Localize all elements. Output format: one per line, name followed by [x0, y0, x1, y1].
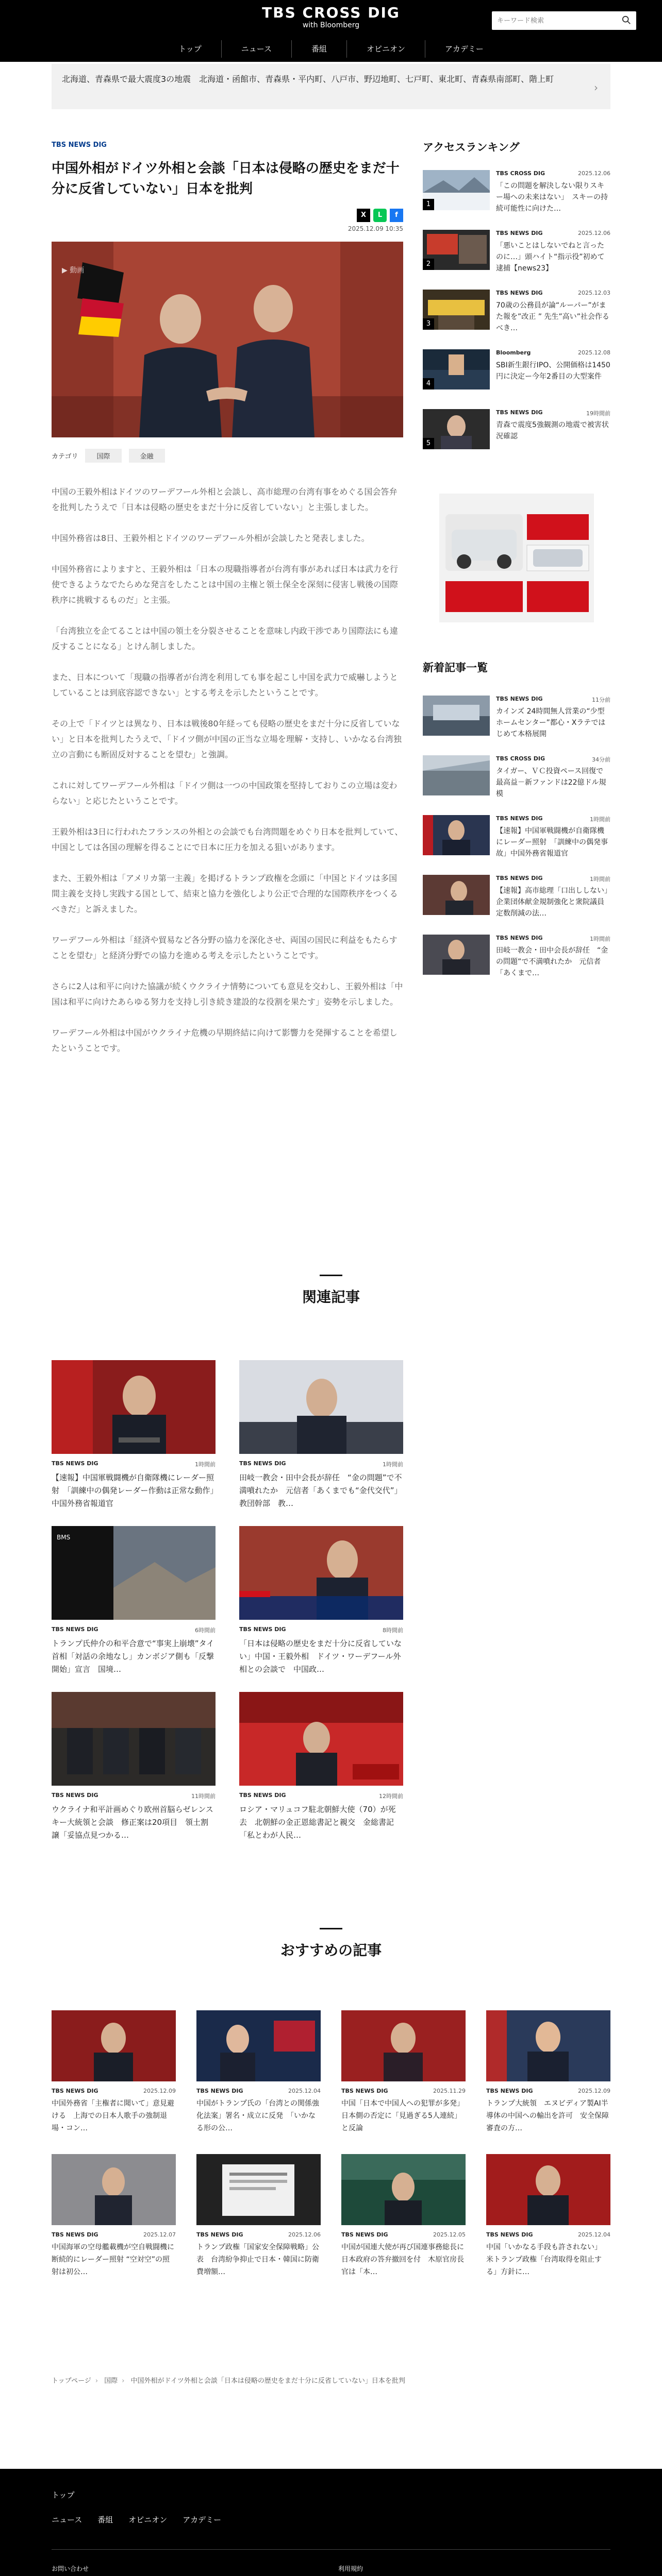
article-paragraph: これに対してワーデフール外相は「ドイツ側は一つの中国政策を堅持しておりこの立場は変わらない」と応じたということです。: [52, 781, 398, 806]
new-article-title: タイガー、ＶＣ投資ペース回復で最高益－新ファンドは22億ドル規模: [496, 767, 606, 798]
footer-nav: [52, 2514, 221, 2525]
related-article-source: TBS NEWS DIG: [239, 1626, 286, 1633]
new-article-date: 1時間前: [590, 876, 610, 883]
recommend-image: [52, 2010, 176, 2081]
recommend-image: [486, 2154, 610, 2225]
ranking-date: 19時間前: [586, 410, 610, 417]
footer-divider: [52, 2549, 610, 2550]
recommend-title: 中国外務省「主権者に聞いて」意見避ける 上海での日本人歌手の強制退場・コン…: [52, 2099, 174, 2132]
footer-link-contact[interactable]: お問い合わせ: [52, 2565, 89, 2572]
advertisement-banner[interactable]: [439, 494, 594, 622]
related-article-image: [239, 1692, 403, 1786]
nav-opinion[interactable]: オピニオン: [346, 40, 425, 58]
recommend-card[interactable]: [341, 2154, 466, 2278]
recommend-source: TBS NEWS DIG: [52, 2231, 98, 2238]
recommend-card[interactable]: [196, 2010, 321, 2134]
recommend-title: トランプ大統領 エヌビディア製AI半導体の中国への輸出を許可 安全保障審査の方…: [486, 2099, 609, 2132]
recommend-image: [486, 2010, 610, 2081]
recommend-title: 中国「いかなる手段も許されない」 米トランプ政権「台湾取得を阻止する」方針に…: [486, 2243, 605, 2276]
related-article-image: [52, 1360, 216, 1454]
new-article-date: 11分前: [592, 697, 610, 703]
new-article-source: TBS CROSS DIG: [496, 755, 545, 762]
related-article-image: [52, 1526, 216, 1620]
article-paragraph: 「台湾独立を企てることは中国の領土を分裂させることを意味し内政干渉であり国際法にも違反することになる」とけん制しました。: [52, 626, 399, 651]
recommend-card[interactable]: [341, 2010, 466, 2134]
ranking-title: 「悪いことはしないでねと言ったのに…」頭ハイト“指示役”初めて逮捕【news23】: [496, 242, 605, 273]
article-title: 中国外相がドイツ外相と会談「日本は侵略の歴史をまだ十分に反省していない」日本を批判: [52, 161, 400, 197]
article: [52, 139, 403, 1072]
new-article-thumbnail: [423, 875, 490, 915]
related-article-image: [239, 1360, 403, 1454]
breaking-news-banner[interactable]: [52, 64, 610, 109]
related-heading-rule: [320, 1275, 342, 1276]
recommend-heading-rule: [320, 1928, 342, 1929]
tag-international[interactable]: 国際: [85, 449, 121, 463]
related-article-date: 12時間前: [379, 1793, 403, 1800]
svg-text:▶ 動画: ▶ 動画: [62, 266, 85, 275]
recommend-grid: [52, 2010, 610, 2278]
recommend-title: 中国がトランプ氏の「台湾との関係強化法案」署名・成立に反発 「いかなる形の公…: [196, 2099, 319, 2132]
ranking-source: TBS CROSS DIG: [496, 170, 545, 177]
nav-academy[interactable]: アカデミー: [425, 40, 503, 58]
article-paragraph: 王毅外相は3日に行われたフランスの外相との会談でも台湾問題をめぐり日本を批判していて、中国としては各国の理解を得ることにで日本に圧力を加える狙いがあります。: [52, 827, 403, 852]
related-article-date: 11時間前: [191, 1793, 216, 1800]
category-label: カテゴリ: [52, 453, 78, 461]
ranking-heading: アクセスランキング: [423, 141, 520, 154]
recommend-image: [341, 2154, 466, 2225]
logo-main: TBS CROSS DIG: [262, 4, 400, 21]
ranking-thumbnail: [423, 409, 490, 449]
new-article-item[interactable]: [423, 935, 610, 994]
site-footer: [0, 2469, 662, 2576]
ranking-title: 「この問題を解決しない限りスキー場への未来はない」 スキーの持続可能性に向けた…: [496, 182, 608, 213]
recommend-source: TBS NEWS DIG: [196, 2231, 243, 2238]
share-buttons: [52, 209, 403, 222]
ranking-thumbnail: [423, 230, 490, 270]
ranking-source: Bloomberg: [496, 349, 531, 356]
ranking-item[interactable]: [423, 290, 610, 349]
ranking-date: 2025.12.06: [578, 230, 610, 236]
ranking-thumbnail: [423, 290, 490, 330]
recommend-date: 2025.12.09: [143, 2088, 176, 2094]
article-paragraph: 中国外務省は8日、王毅外相とドイツのワーデフール外相が会談したと発表しました。: [52, 533, 370, 543]
logo-sub: with Bloomberg: [302, 21, 360, 29]
recommend-card[interactable]: [196, 2154, 321, 2278]
recommend-card[interactable]: [486, 2154, 610, 2278]
ranking-number: 2: [423, 259, 434, 270]
related-heading: 関連記事: [302, 1289, 360, 1306]
breadcrumb-current: 中国外相がドイツ外相と会談「日本は侵略の歴史をまだ十分に反省していない」日本を批判: [130, 2377, 405, 2385]
new-articles-list: [423, 696, 615, 994]
related-article-card[interactable]: [239, 1360, 403, 1511]
article-paragraph: また、王毅外相は「アメリカ第一主義」を掲げるトランプ政権を念頭に「中国とドイツは多国間主義を支持し実践する国として、結束と協力を強化しより公正で合理的な国際秩序をつくるべきだ」と訴えました。: [52, 873, 398, 914]
new-articles-heading: 新着記事一覧: [423, 662, 488, 674]
recommend-source: TBS NEWS DIG: [52, 2088, 98, 2094]
related-article-card[interactable]: [239, 1692, 403, 1842]
related-article-source: TBS NEWS DIG: [52, 1460, 98, 1467]
related-article-title: ウクライナ和平計画めぐり欧州首脳らゼレンスキー大統領と会談 修正案は20項目 領土割譲「妥協点見つかる…: [52, 1805, 213, 1840]
related-article-title: 田岐一教会・田中会長が辞任 “金の問題”で不満噴れたか 元信者「あくまでも“金代交代”」教団幹部 教…: [239, 1473, 402, 1508]
ranking-number: 4: [423, 378, 434, 389]
recommend-date: 2025.12.04: [578, 2231, 610, 2238]
ranking-list: [423, 170, 610, 469]
x-share-icon[interactable]: X: [357, 209, 370, 222]
recommend-heading: おすすめの記事: [280, 1942, 382, 1959]
article-source: TBS NEWS DIG: [52, 141, 107, 149]
recommend-card[interactable]: [486, 2010, 610, 2134]
related-article-source: TBS NEWS DIG: [239, 1460, 286, 1467]
new-article-title: 田岐一教会・田中会長が辞任 “金の問題”で不満噴れたか 元信者「あくまで…: [496, 946, 608, 977]
recommend-date: 2025.12.07: [143, 2231, 176, 2238]
recommend-date: 2025.12.06: [288, 2231, 321, 2238]
ranking-item[interactable]: [423, 170, 610, 230]
ranking-source: TBS NEWS DIG: [496, 230, 543, 236]
related-article-title: 【速報】中国軍戦闘機が自衛隊機にレーダー照射 「訓練中の偶発レーダー作動は正常な動作」中国外務省報道官: [52, 1473, 214, 1508]
related-article-source: TBS NEWS DIG: [52, 1626, 98, 1633]
nav-programs[interactable]: 番組: [291, 40, 346, 58]
related-article-title: 「日本は侵略の歴史をまだ十分に反省していない」中国・王毅外相 ドイツ・ワーデフール外相との会談で 中国政…: [239, 1639, 402, 1674]
breadcrumb-international[interactable]: 国際: [104, 2377, 118, 2385]
new-article-title: 【速報】高市総理「口出ししない」 企業団体献金規制強化と衆院議員定数削減の法…: [496, 887, 615, 918]
new-article-item[interactable]: [423, 696, 610, 755]
nav-top[interactable]: トップ: [178, 44, 202, 54]
facebook-share-icon[interactable]: f: [390, 209, 403, 222]
line-share-icon[interactable]: L: [373, 209, 387, 222]
breadcrumb-top[interactable]: トップページ: [52, 2377, 91, 2385]
related-article-date: 1時間前: [383, 1461, 403, 1468]
footer-links-right: [338, 2561, 388, 2576]
ranking-number: 3: [423, 318, 434, 330]
related-article-title: ロシア・マリュコフ駐北朝鮮大使（70）が死去 北朝鮮の金正恩総書記と親交 金総書記「私とわが人民…: [239, 1805, 396, 1840]
new-article-thumbnail: [423, 815, 490, 855]
recommend-date: 2025.11.29: [433, 2088, 466, 2094]
recommend-date: 2025.12.04: [288, 2088, 321, 2094]
ranking-title: 70歳の公務員が論“ルーパー”がまた報を”改正 ” 先生”高い”社会作るべき…: [496, 301, 609, 332]
new-article-title: 【速報】中国軍戦闘機が自衛隊機にレーダー照射 「訓練中の偶発事故」中国外務省報道官: [496, 827, 608, 858]
related-article-card[interactable]: [239, 1526, 403, 1676]
ranking-item[interactable]: [423, 230, 610, 290]
footer-link-terms[interactable]: 利用規約: [338, 2565, 363, 2572]
related-article-title: トランプ氏仲介の和平合意で“事実上崩壊”タイ首相「対話の余地なし」カンボジア側も「反撃開始」宣言 国境…: [52, 1639, 214, 1674]
related-article-source: TBS NEWS DIG: [52, 1792, 98, 1799]
ranking-source: TBS NEWS DIG: [496, 290, 543, 296]
ranking-item[interactable]: [423, 349, 610, 409]
new-article-date: 1時間前: [590, 816, 610, 823]
ranking-number: 5: [423, 438, 434, 449]
new-article-title: カインズ 24時間無人営業の“少型ホームセンター”都心・Xラテではじめて本格展開: [496, 707, 606, 738]
recommend-image: [196, 2010, 321, 2081]
search-input[interactable]: [492, 11, 610, 30]
breaking-news-text: 北海道、青森県で最大震度3の地震 北海道・函館市、青森県・平内町、八戸市、野辺地町、七戸町、東北町、青森県南部町、階上町: [62, 74, 554, 84]
new-article-date: 1時間前: [590, 936, 610, 942]
footer-nav-programs[interactable]: 番組: [97, 2515, 113, 2524]
tag-finance[interactable]: 金融: [129, 449, 165, 463]
recommend-card[interactable]: [52, 2154, 176, 2278]
new-article-source: TBS NEWS DIG: [496, 815, 543, 822]
article-body: [52, 484, 403, 1056]
related-article-image: [239, 1526, 403, 1620]
article-paragraph: その上で「ドイツとは異なり、日本は戦後80年経っても侵略の歴史をまだ十分に反省していない」と日本を批判したうえで、「ドイツ側が中国の正当な立場を理解・支持し、いかなる台湾独立の言動にも断固反対することを望む」と強調。: [52, 719, 402, 759]
new-article-source: TBS NEWS DIG: [496, 935, 543, 941]
article-paragraph: また、日本について「現職の指導者が台湾を利用しても事を起こし中国を武力で威嚇しようとしていることは到底容認できない」とする考えを示したということです。: [52, 672, 398, 698]
recommend-image: [52, 2154, 176, 2225]
recommend-title: 中国が国連大使が再び国連事務総長に日本政府の答弁撤回を付 木原官房長官は「本…: [341, 2243, 464, 2276]
recommend-source: TBS NEWS DIG: [341, 2088, 388, 2094]
related-article-image: [52, 1692, 216, 1786]
recommend-date: 2025.12.05: [433, 2231, 466, 2238]
new-article-thumbnail: [423, 755, 490, 795]
nav-news[interactable]: ニュース: [221, 40, 291, 58]
ranking-thumbnail: [423, 170, 490, 210]
ranking-date: 2025.12.08: [578, 349, 610, 356]
new-article-source: TBS NEWS DIG: [496, 696, 543, 702]
recommend-source: TBS NEWS DIG: [486, 2231, 533, 2238]
search-icon[interactable]: [622, 15, 631, 25]
recommend-title: 中国海軍の空母艦載機が空自戦闘機に断続的にレーダー照射 “空対空”の照射は初公…: [52, 2243, 174, 2276]
chevron-right-icon: ›: [594, 81, 598, 94]
related-article-card[interactable]: [52, 1360, 216, 1511]
related-article-date: 6時間前: [195, 1627, 216, 1634]
recommend-title: 中国「日本で中国人への犯罪が多発」日本側の否定に「見過ぎる5人連続」と反論: [341, 2099, 464, 2132]
article-paragraph: 中国外務省によりますと、王毅外相は「日本の現職指導者が台湾有事があれば日本は武力を行使できるようなでたらめな発言をしたことは中国の主権と領土保全を深刻に侵害し戦後の国際秩序に挑戦するものだ」と主張。: [52, 564, 399, 605]
global-nav: [0, 40, 662, 58]
ranking-title: SBI新生銀行IPO、公開価格は1450円に決定ー今年2番目の大型案件: [496, 361, 610, 381]
recommend-image: [341, 2010, 466, 2081]
article-paragraph: さらに2人は和平に向けた協議が続くウクライナ情勢についても意見を交わし、王毅外相は「中国は和平に向けたあらゆる努力を支持し引き続き建設的な役割を果たす」姿勢を示しました。: [52, 981, 403, 1007]
related-article-date: 8時間前: [383, 1627, 403, 1634]
related-articles-grid: [52, 1360, 403, 1842]
recommend-title: トランプ政権「国家安全保障戦略」公表 台湾紛争抑止で日本・韓国に防衛費増額…: [196, 2243, 319, 2276]
related-article-source: TBS NEWS DIG: [239, 1792, 286, 1799]
footer-nav-opinion[interactable]: オピニオン: [128, 2515, 168, 2524]
article-paragraph: ワーデフール外相は「経済や貿易など各分野の協力を深化させ、両国の国民に利益をもたらすことを望む」と経済分野での協力を進める考えを示したということです。: [52, 935, 398, 960]
footer-nav-news[interactable]: ニュース: [52, 2515, 82, 2524]
new-article-thumbnail: [423, 935, 490, 975]
recommend-date: 2025.12.09: [578, 2088, 610, 2094]
site-header: [0, 0, 662, 62]
breadcrumb: トップページ › 国際 › 中国外相がドイツ外相と会談「日本は侵略の歴史をまだ十分に反省していない」日本を批判: [52, 2377, 405, 2385]
article-date: 2025.12.09 10:35: [347, 225, 403, 232]
ranking-source: TBS NEWS DIG: [496, 409, 543, 416]
ranking-thumbnail: [423, 349, 490, 389]
search-box: [492, 11, 636, 30]
recommend-source: TBS NEWS DIG: [341, 2231, 388, 2238]
new-article-item[interactable]: [423, 875, 615, 935]
recommend-image: [196, 2154, 321, 2225]
recommend-source: TBS NEWS DIG: [196, 2088, 243, 2094]
new-article-item[interactable]: [423, 755, 610, 815]
ranking-item[interactable]: [423, 409, 610, 469]
ranking-title: 青森で震度5強観測の地震で被害状況確認: [496, 421, 609, 440]
article-tags: [52, 449, 403, 463]
new-article-thumbnail: [423, 696, 490, 736]
related-article-card[interactable]: [52, 1526, 216, 1676]
new-article-item[interactable]: [423, 815, 610, 875]
article-main-photo: [52, 242, 403, 437]
article-paragraph: 中国の王毅外相はドイツのワーデフール外相と会談し、高市総理の台湾有事をめぐる国会答弁を批判したうえで「日本は侵略の歴史をまだ十分に反省していない」と主張しました。: [52, 487, 398, 512]
ranking-date: 2025.12.06: [578, 170, 610, 177]
article-paragraph: ワーデフール外相は中国がウクライナ危機の早期終結に向けて影響力を発揮することを希望したということです。: [52, 1028, 398, 1053]
ranking-number: 1: [423, 199, 434, 210]
footer-links-left: [52, 2561, 113, 2576]
related-article-card[interactable]: [52, 1692, 216, 1842]
footer-nav-academy[interactable]: アカデミー: [183, 2515, 222, 2524]
svg-text:BMS: BMS: [57, 1534, 71, 1541]
sidebar: [423, 139, 615, 977]
ranking-date: 2025.12.03: [578, 290, 610, 296]
new-article-source: TBS NEWS DIG: [496, 875, 543, 882]
new-article-date: 34分前: [592, 756, 610, 763]
related-article-date: 1時間前: [195, 1461, 216, 1468]
recommend-card[interactable]: [52, 2010, 176, 2134]
footer-top-link[interactable]: トップ: [52, 2490, 75, 2500]
recommend-source: TBS NEWS DIG: [486, 2088, 533, 2094]
